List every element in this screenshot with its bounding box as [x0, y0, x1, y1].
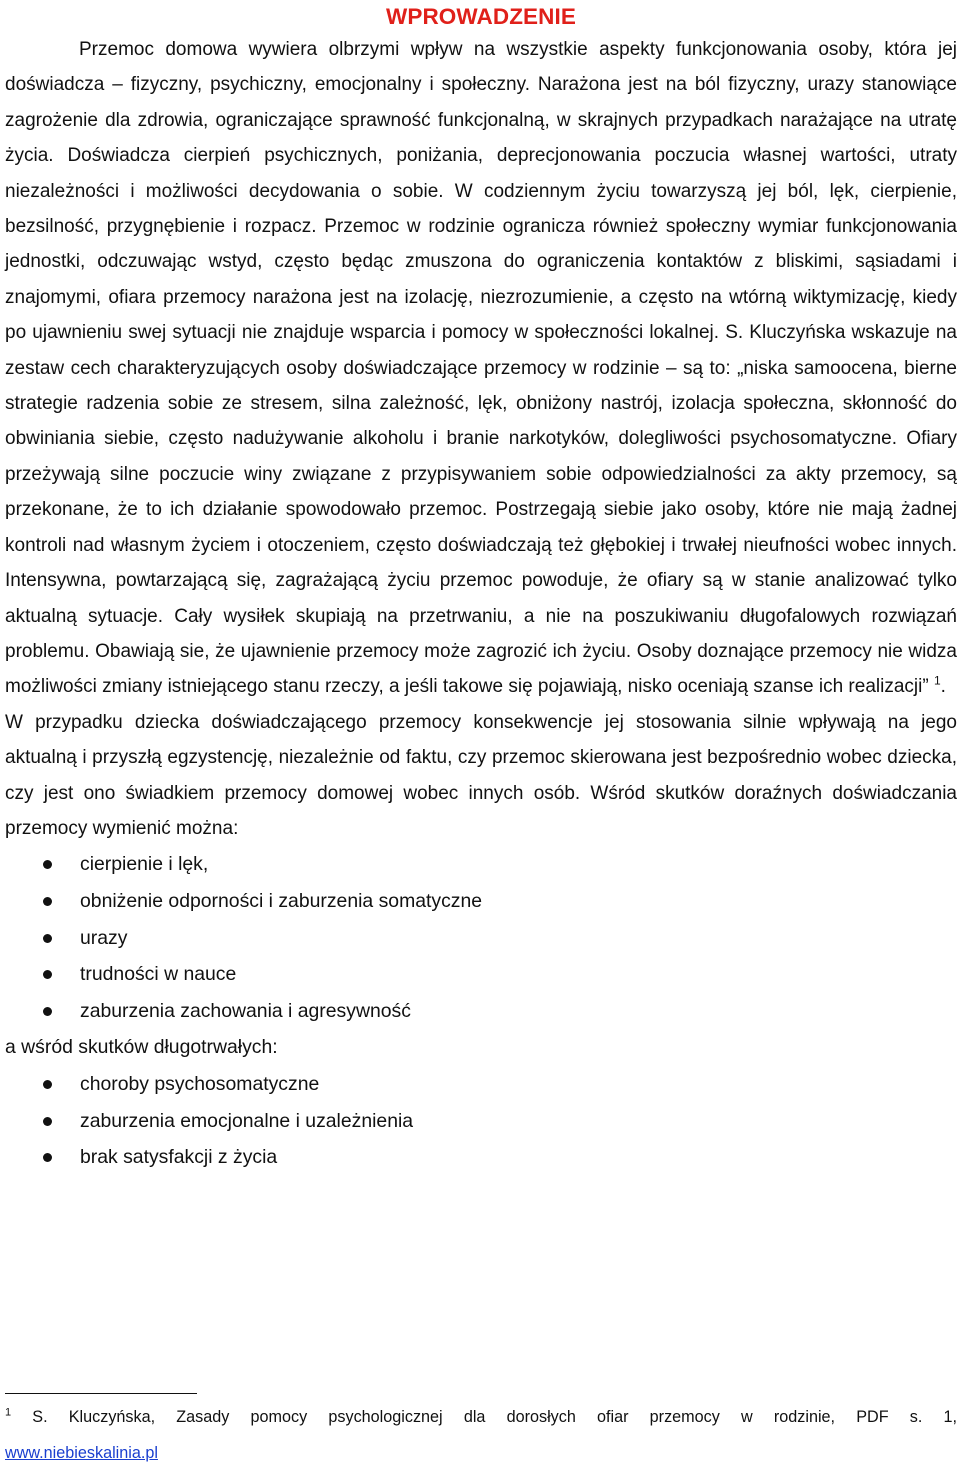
bullet-icon: [43, 970, 52, 979]
list-item: brak satysfakcji z życia: [5, 1139, 957, 1176]
child-paragraph: W przypadku dziecka doświadczającego przemocy konsekwencje jej stosowania silnie wpływają na jego aktualną i przyszłą egzystencję, niezależnie od faktu, czy przemoc skierowana jest bezpośrednio wobec dziecka, czy jest ono świadkiem przemocy domowej wobec innych osób. Wśród skutków doraźnych doświadczania przemocy wymienić można:: [5, 711, 957, 839]
list-item: trudności w nauce: [5, 956, 957, 993]
footnote-separator: [5, 1393, 197, 1394]
bullet-icon: [43, 1007, 52, 1016]
long-term-intro: a wśród skutków długotrwałych:: [5, 1036, 278, 1059]
document-page: [5, 0, 958, 1462]
list-item: choroby psychosomatyczne: [5, 1066, 957, 1103]
intro-paragraph: [5, 32, 957, 705]
short-term-effects-list: [5, 846, 957, 1029]
bullet-icon: [43, 1080, 52, 1089]
list-item: zaburzenia emocjonalne i uzależnienia: [5, 1103, 957, 1140]
bullet-icon: [43, 1153, 52, 1162]
footnote-link[interactable]: www.niebieskalinia.pl: [5, 1444, 158, 1462]
list-item: zaburzenia zachowania i agresywność: [5, 993, 957, 1030]
list-item: urazy: [5, 920, 957, 957]
footnote: [5, 1404, 957, 1431]
list-item: cierpienie i lęk,: [5, 846, 957, 883]
bullet-icon: [43, 934, 52, 943]
intro-paragraph-text: Przemoc domowa wywiera olbrzymi wpływ na wszystkie aspekty funkcjonowania osoby, która jej doświadcza – fizyczny, psychiczny, emocjonalny i społeczny. Narażona jest na ból fizyczny, urazy stanowiące zagrożenie dla zdrowia, ograniczające sprawność funkcjonalną, w skrajnych przypadkach narażające na utratę życia. Doświadcza cierpień psychicznych, poniżania, deprecjonowania poczucia własnej wartości, utraty niezależności i możliwości decydowania o sobie. W codziennym życiu towarzyszą jej ból, lęk, cierpienie, bezsilność, przygnębienie i rozpacz. Przemoc w rodzinie ogranicza również społeczny wymiar funkcjonowania jednostki, odczuwając wstyd, często będąc zmuszona do ograniczenia kontaktów z bliskimi, sąsiadami i znajomymi, ofiara przemocy narażona jest na izolację, niezrozumienie, a często na wtórną wiktymizację, kiedy po ujawnieniu swej sytuacji nie znajduje wsparcia i pomocy w społeczności lokalnej. S. Kluczyńska wskazuje na zestaw cech charakteryzujących osoby doświadczające przemocy w rodzinie – są to: „niska samoocena, bierne strategie radzenia sobie ze stresem, silna zależność, lęk, obniżony nastrój, izolacja społeczna, skłonność do obwiniania siebie, często nadużywanie alkoholu i branie narkotyków, dolegliwości psychosomatyczne. Ofiary przeżywają silne poczucie winy związane z przypisywaniem sobie odpowiedzialności za akty przemocy, są przekonane, że to ich działanie spowodowało przemoc. Postrzegają siebie jako osoby, które nie mają żadnej kontroli nad własnym życiem i otoczeniem, często doświadczają też głębokiej i trwałej nieufności wobec innych. Intensywna, powtarzającą się, zagrażającą życiu przemoc powoduje, że ofiary są w stanie analizować tylko aktualną sytuacje. Cały wysiłek skupiają na przetrwaniu, a nie na poszukiwaniu długofalowych rozwiązań problemu. Obawiają sie, że ujawnienie przemocy może zagrozić ich życiu. Osoby doznające przemocy nie widza możliwości zmiany istniejącego stanu rzeczy, a jeśli takowe się pojawiają, nisko oceniają szanse ich realizacji”: [5, 39, 957, 698]
long-term-effects-list: [5, 1066, 957, 1176]
bullet-icon: [43, 897, 52, 906]
intro-paragraph-end: .: [940, 676, 946, 698]
footnote-text: S. Kluczyńska, Zasady pomocy psychologicznej dla dorosłych ofiar przemocy w rodzinie, PDF s. 1,: [32, 1408, 958, 1426]
page-title: WPROWADZENIE: [386, 4, 576, 29]
list-item: obniżenie odporności i zaburzenia somatyczne: [5, 883, 957, 920]
bullet-icon: [43, 1117, 52, 1126]
footnote-number: 1: [5, 1406, 12, 1419]
bullet-icon: [43, 860, 52, 869]
footnote-reference[interactable]: 1: [933, 673, 941, 688]
